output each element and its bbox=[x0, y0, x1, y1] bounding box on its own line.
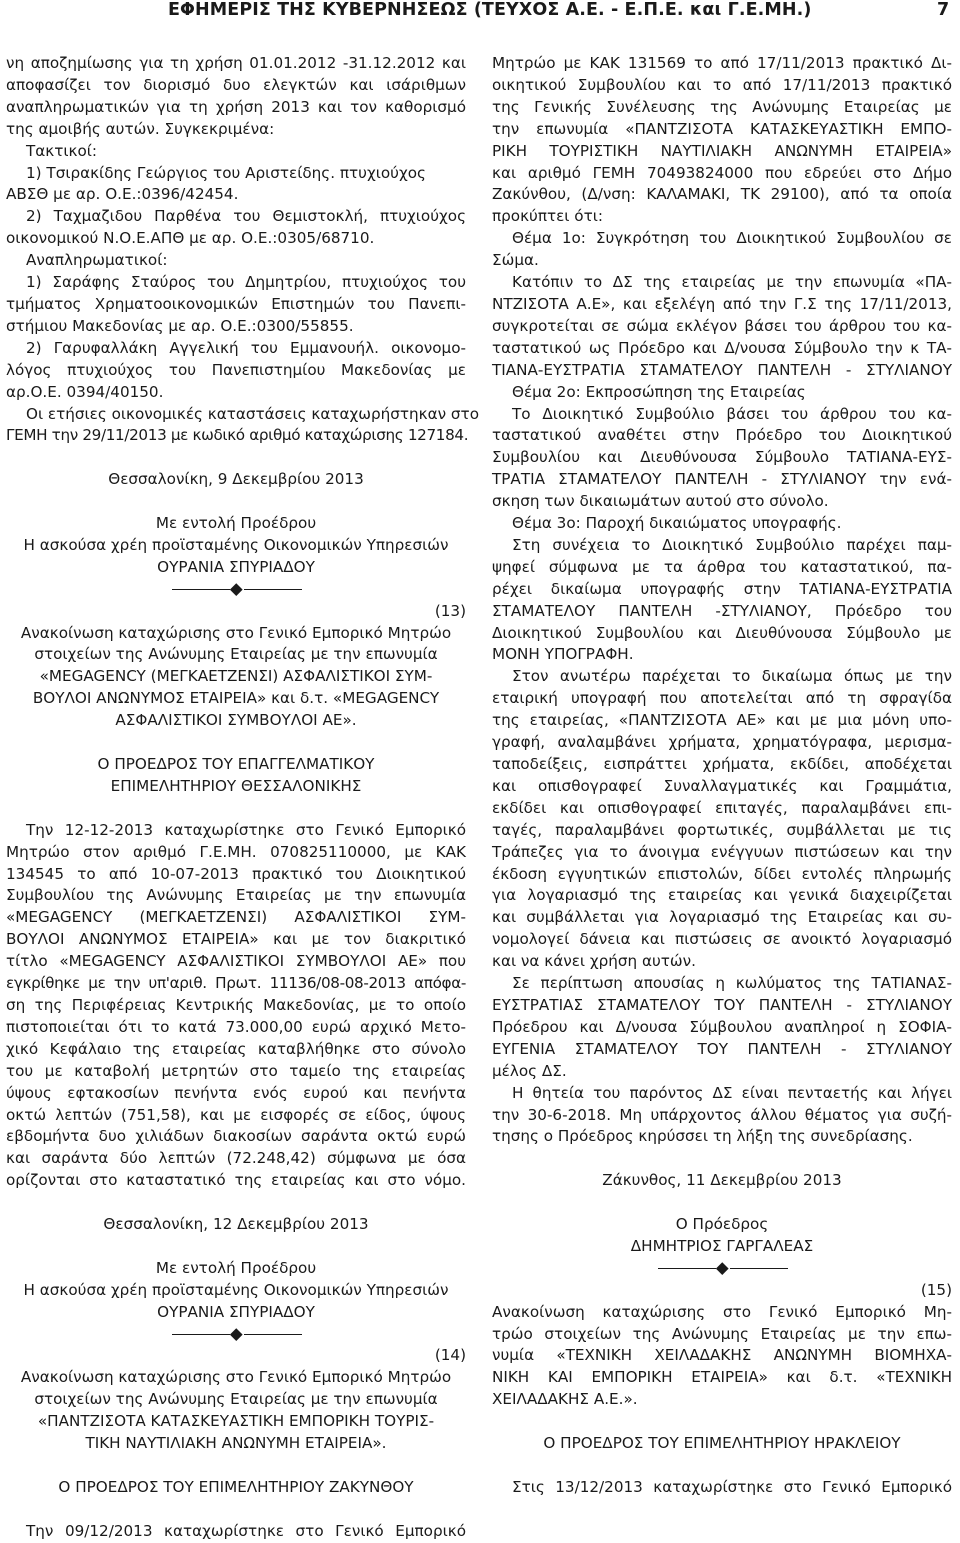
blank-line bbox=[492, 1192, 952, 1214]
text-line: 2) Ταχμαζιδου Παρθένα του Θεμιστοκλή, πτυχιούχος bbox=[26, 207, 466, 226]
text-line: νομολογεί δάνεια και πιστώσεις σε ανοικτό λογαριασμό bbox=[492, 930, 952, 949]
text-line: Θέμα 3ο: Παροχή δικαιώματος υπογραφής. bbox=[512, 514, 842, 533]
text-line: 1) Σαράφης Σταύρος του Δημητρίου, πτυχιούχος του bbox=[26, 273, 466, 292]
right-column bbox=[492, 53, 952, 1499]
separator-line bbox=[244, 1334, 302, 1336]
separator-line bbox=[244, 589, 302, 591]
text-line: ψηφεί σύμφωνα με τα άρθρα του καταστατικού, πα- bbox=[492, 557, 952, 576]
text-line: Συμβουλίου της Ανώνυμης Εταιρείας με την επωνυμία bbox=[6, 886, 466, 905]
blank-line bbox=[6, 1192, 466, 1214]
text-line: την επωνυμία «ΠΑΝΤΖΙΣΟΤΑ ΚΑΤΑΣΚΕΥΑΣΤΙΚΗ ΕΜΠΟ- bbox=[492, 119, 952, 138]
text-line: νυμία «ΤΕΧΝΙΚΗ ΧΕΙΛΑΔΑΚΗΣ ΑΝΩΝΥΜΗ ΒΙΟΜΗΧΑ- bbox=[492, 1346, 952, 1365]
text-line: «MEGAGENCY (ΜΕΓΚΑΕΤΖΕΝΣΙ) ΑΣΦΑΛΙΣΤΙΚΟΙ ΣΥΜ- bbox=[6, 908, 466, 927]
separator-diamond-icon bbox=[716, 1263, 728, 1275]
text-line: Η ασκούσα χρέη προϊσταμένης Οικονομικών Υπηρεσιών bbox=[23, 535, 449, 554]
separator-diamond-icon bbox=[230, 583, 242, 595]
text-line: ΟΥΡΑΝΙΑ ΣΠΥΡΙΑΔΟΥ bbox=[157, 1302, 315, 1321]
text-line: αναπληρωματικών για τη χρήση 2013 και τον καθορισμό bbox=[6, 97, 466, 116]
text-line: ΕΠΙΜΕΛΗΤΗΡΙΟΥ ΘΕΣΣΑΛΟΝΙΚΗΣ bbox=[110, 776, 362, 795]
text-line: Ζακύνθου, (Δ/νση: ΚΑΛΑΜΑΚΙ, ΤΚ 29100), από τα οποία bbox=[492, 185, 952, 204]
text-line: εκδίδει και οπισθογραφεί επιταγές, παραλαμβάνει επι- bbox=[492, 798, 952, 817]
text-line: πιστοποιείται ότι το κατά 73.000,00 ευρώ αρχικό Μετο- bbox=[6, 1017, 466, 1036]
text-line: τίτλο «MEGAGENCY ΑΣΦΑΛΙΣΤΙΚΟΙ ΣΥΜΒΟΥΛΟΙ ΑΕ» που bbox=[6, 952, 466, 971]
text-line: τμήματος Χρηματοοικονομικών Επιστημών του Πανεπι- bbox=[6, 294, 466, 313]
text-line: Την 09/12/2013 καταχωρίστηκε στο Γενικό Εμπορικό bbox=[26, 1521, 466, 1540]
text-line: Θέμα 1ο: Συγκρότηση του Διοικητικού Συμβουλίου σε bbox=[512, 229, 952, 248]
text-line: ΒΟΥΛΟΙ ΑΝΩΝΥΜΟΣ ΕΤΑΙΡΕΙΑ» και δ.τ. «MEGAGENCY bbox=[32, 689, 440, 708]
page-number: 7 bbox=[937, 0, 950, 20]
text-line: ΡΙΚΗ ΤΟΥΡΙΣΤΙΚΗ ΝΑΥΤΙΛΙΑΚΗ ΑΝΩΝΥΜΗ ΕΤΑΙΡΕΙΑ» bbox=[492, 141, 952, 160]
blank-line bbox=[6, 447, 466, 469]
text-line: Ο ΠΡΟΕΔΡΟΣ ΤΟΥ ΕΠΑΓΓΕΛΜΑΤΙΚΟΥ bbox=[97, 755, 375, 773]
text-line: και οπισθογραφεί Συναλλαγματικές και Γραμμάτια, bbox=[492, 776, 952, 795]
text-line: (15) bbox=[920, 1280, 952, 1299]
text-line: της αμοιβής αυτών. Συγκεκριμένα: bbox=[6, 119, 275, 138]
text-line: Με εντολή Προέδρου bbox=[155, 1258, 317, 1277]
text-line: ΧΕΙΛΑΔΑΚΗΣ Α.Ε.». bbox=[492, 1390, 638, 1409]
text-line: ΔΗΜΗΤΡΙΟΣ ΓΑΡΓΑΛΕΑΣ bbox=[630, 1236, 814, 1255]
text-line: ρέχει δικαίωμα υπογραφής στην ΤΑΤΙΑΝΑ-ΕΥΣΤΡΑΤΙΑ bbox=[492, 579, 952, 598]
blank-line bbox=[492, 1411, 952, 1433]
text-line: έκδοση εγγυητικών επιστολών, δίδει εντολές πληρωμής bbox=[492, 864, 952, 883]
blank-line bbox=[492, 1455, 952, 1477]
text-line: ταποδείξεις, εισπράττει χρήματα, εκδίδει, αποδέχεται bbox=[492, 755, 952, 773]
text-line: Ανακοίνωση καταχώρισης στο Γενικό Εμπορικό Μητρώο bbox=[20, 623, 452, 642]
text-line: Διοικητικού Συμβουλίου και Διευθύνουσα Σύμβουλο με bbox=[492, 623, 952, 642]
text-line: Η θητεία του παρόντος ΔΣ είναι πενταετής και λήγει bbox=[512, 1083, 952, 1102]
text-line: εγκρίθηκε με την υπ'αριθ. Πρωτ. 11136/08-08-2013 απόφα- bbox=[6, 974, 466, 993]
text-line: Οι ετήσιες οικονομικές καταστάσεις καταχωρήστηκαν στο bbox=[26, 404, 479, 423]
text-line: ΤΙΚΗ ΝΑΥΤΙΛΙΑΚΗ ΑΝΩΝΥΜΗ ΕΤΑΙΡΕΙΑ». bbox=[85, 1434, 387, 1453]
text-line: Στις 13/12/2013 καταχωρίστηκε στο Γενικό Εμπορικό bbox=[512, 1477, 952, 1496]
text-line: ΤΡΑΤΙΑ ΣΤΑΜΑΤΕΛΟΥ ΠΑΝΤΕΛΗ - ΣΤΥΛΙΑΝΟΥ την ενά- bbox=[492, 470, 952, 489]
blank-line bbox=[6, 732, 466, 754]
text-line: Ο ΠΡΟΕΔΡΟΣ ΤΟΥ ΕΠΙΜΕΛΗΤΗΡΙΟΥ ΗΡΑΚΛΕΙΟΥ bbox=[543, 1434, 901, 1453]
text-line: Ο Πρόεδρος bbox=[675, 1215, 769, 1234]
text-line: ταστατικού ως Πρόεδρο και Δ/νουσα Σύμβουλο την κ ΤΑ- bbox=[492, 338, 952, 357]
text-line: (14) bbox=[434, 1346, 466, 1365]
text-line: οικονομικού Ν.Ο.Ε.ΑΠΘ με αρ. Ο.Ε.:0305/68710. bbox=[6, 229, 375, 248]
text-line: εβδομήντα δυο χιλιάδων διακοσίων σαράντα οκτώ ευρώ bbox=[6, 1127, 466, 1146]
text-line: της Γενικής Συνέλευσης της Ανώνυμης Εταιρείας με bbox=[492, 97, 952, 116]
text-line: τησης ο Πρόεδρος κηρύσσει τη λήξη της συνεδρίασης. bbox=[492, 1127, 913, 1146]
text-line: ΑΣΦΑΛΙΣΤΙΚΟΙ ΣΥΜΒΟΥΛΟΙ ΑΕ». bbox=[115, 711, 357, 730]
text-line: ΣΤΑΜΑΤΕΛΟΥ ΠΑΝΤΕΛΗ -ΣΤΥΛΙΑΝΟΥ, Πρόεδρο του bbox=[492, 601, 952, 620]
section-separator bbox=[492, 1258, 952, 1280]
text-line: «ΠΑΝΤΖΙΣΟΤΑ ΚΑΤΑΣΚΕΥΑΣΤΙΚΗ ΕΜΠΟΡΙΚΗ ΤΟΥΡΙΣ- bbox=[37, 1412, 435, 1431]
text-line: Τράπεζες για το άνοιγμα ενέγγυων πιστώσεων και την bbox=[492, 842, 952, 861]
text-line: οκτώ λεπτών (751,58), και με εισφορές σε είδος, ύψους bbox=[6, 1105, 466, 1124]
text-line: χικό Κεφάλαιο της εταιρείας καταβλήθηκε στο σύνολο bbox=[6, 1039, 466, 1058]
text-line: Ανακοίνωση καταχώρισης στο Γενικό Εμπορικό Μη- bbox=[492, 1302, 952, 1321]
text-line: Η ασκούσα χρέη προϊσταμένης Οικονομικών Υπηρεσιών bbox=[23, 1280, 449, 1299]
text-line: τρώο στοιχείων της Ανώνυμης Εταιρείας με την επω- bbox=[492, 1324, 952, 1343]
text-line: και σαράντα δύο λεπτών (72.248,42) σύμφωνα με όσα bbox=[6, 1149, 466, 1168]
text-line: και συμβάλλεται για λογαριασμό της Εταιρείας και συ- bbox=[492, 908, 952, 927]
text-line: Την 12-12-2013 καταχωρίστηκε στο Γενικό Εμπορικό bbox=[26, 820, 466, 839]
text-line: Ανακοίνωση καταχώρισης στο Γενικό Εμπορικό Μητρώο bbox=[20, 1368, 452, 1387]
text-line: ΝΙΚΗ ΚΑΙ ΕΜΠΟΡΙΚΗ ΕΤΑΙΡΕΙΑ» και δ.τ. «ΤΕΧΝΙΚΗ bbox=[492, 1368, 952, 1387]
text-line: Μητρώο με ΚΑΚ 131569 το από 17/11/2013 πρακτικό Δι- bbox=[492, 54, 952, 72]
blank-line bbox=[6, 1455, 466, 1477]
text-line: οικητικού Συμβουλίου και το από 17/11/2013 πρακτικό bbox=[492, 75, 952, 94]
text-line: στοιχείων της Ανώνυμης Εταιρείας με την επωνυμία bbox=[34, 645, 438, 664]
text-line: Συμβουλίου και Διευθύνουσα Σύμβουλο ΤΑΤΙΑΝΑ-ΕΥΣ- bbox=[492, 448, 952, 467]
text-line: συγκροτείται σε σώμα εκλέγον βάσει του άρθρου του κα- bbox=[492, 316, 952, 335]
blank-line bbox=[6, 491, 466, 513]
text-line: 2) Γαρυφαλλάκη Αγγελική του Εμμανουήλ. οικονομο- bbox=[26, 338, 466, 357]
text-line: και αριθμό ΓΕΜΗ 70493824000 που εδρεύει στο Δήμο bbox=[492, 163, 952, 182]
blank-line bbox=[492, 1148, 952, 1170]
text-line: «MEGAGENCY (ΜΕΓΚΑΕΤΖΕΝΣΙ) ΑΣΦΑΛΙΣΤΙΚΟΙ ΣΥΜ- bbox=[39, 667, 433, 686]
text-line: Μητρώο στον αριθμό Γ.Ε.ΜΗ. 070825110000, με ΚΑΚ bbox=[6, 842, 466, 861]
text-line: γραφή, αναλαμβάνει χρήματα, χρηματόγραφα, μερισμα- bbox=[492, 733, 952, 752]
blank-line bbox=[6, 798, 466, 820]
gazette-title: ΕΦΗΜΕΡΙΣ ΤΗΣ ΚΥΒΕΡΝΗΣΕΩΣ (ΤΕΥΧΟΣ Α.Ε. - Ε.Π.Ε. και Γ.Ε.ΜΗ.) bbox=[168, 0, 812, 20]
text-line: και να κάνει χρήση αυτών. bbox=[492, 952, 696, 971]
text-line: Με εντολή Προέδρου bbox=[155, 514, 317, 533]
text-line: του με καταβολή μετρητών στο ταμείο της εταιρείας bbox=[6, 1061, 466, 1080]
text-line: Σε περίπτωση απουσίας η κωλύματος της ΤΑΤΙΑΝΑΣ- bbox=[512, 974, 952, 993]
text-line: Θεσσαλονίκη, 9 Δεκεμβρίου 2013 bbox=[108, 470, 364, 489]
text-line: ΝΤΖΙΣΟΤΑ Α.Ε», και εξελέγη από την Γ.Σ της 17/11/2013, bbox=[492, 294, 952, 313]
separator-line bbox=[172, 1334, 230, 1336]
text-line: για λογαριασμό της εταιρείας και γενικά διαχειρίζεται bbox=[492, 886, 952, 905]
text-line: την 30-6-2018. Μη υπάρχοντος άλλου θέματος για συζή- bbox=[492, 1105, 952, 1124]
text-line: 134545 το από 10-07-2013 πρακτικό του Διοικητικού bbox=[6, 864, 466, 883]
text-line: Αναπληρωματικοί: bbox=[26, 251, 168, 270]
text-line: εταιρική υπογραφή που αποτελείται από τη σφραγίδα bbox=[492, 689, 952, 708]
text-line: ορίζονται στο καταστατικό της εταιρείας και στο νόμο. bbox=[6, 1171, 466, 1190]
text-line: 1) Τσιρακίδης Γεώργιος του Αριστείδης. πτυχιούχος bbox=[26, 163, 426, 182]
text-line: ΟΥΡΑΝΙΑ ΣΠΥΡΙΑΔΟΥ bbox=[157, 557, 315, 576]
text-line: προκύπτει ότι: bbox=[492, 207, 603, 226]
text-line: αποφασίζει τον διορισμό δυο ελεγκτών και ισάριθμων bbox=[6, 75, 466, 94]
text-line: στοιχείων της Ανώνυμης Εταιρείας με την επωνυμία bbox=[34, 1390, 438, 1409]
text-line: Θέμα 2ο: Εκπροσώπηση της Εταιρείας bbox=[512, 382, 806, 401]
text-line: Τακτικοί: bbox=[26, 141, 98, 160]
text-line: Σώμα. bbox=[492, 251, 539, 270]
text-line: μέλος ΔΣ. bbox=[492, 1061, 567, 1080]
text-line: Θεσσαλονίκη, 12 Δεκεμβρίου 2013 bbox=[103, 1215, 369, 1234]
text-line: σκηση των δικαιωμάτων αυτού στο σύνολο. bbox=[492, 492, 829, 511]
text-line: Στη συνέχεια το Διοικητικό Συμβούλιο παρέχει παμ- bbox=[512, 535, 952, 554]
text-line: αρ.Ο.Ε. 0394/40150. bbox=[6, 382, 164, 401]
section-separator bbox=[6, 579, 466, 601]
separator-line bbox=[172, 589, 230, 591]
text-line: ΜΟΝΗ ΥΠΟΓΡΑΦΗ. bbox=[492, 645, 634, 664]
text-line: Το Διοικητικό Συμβούλιο βάσει του άρθρου του κα- bbox=[512, 404, 952, 423]
text-line: ύψους εφτακοσίων πενήντα ενός ευρού και πενήντα bbox=[6, 1083, 466, 1102]
text-line: νη αποζημίωσης για τη χρήση 01.01.2012 -31.12.2012 και bbox=[6, 54, 466, 72]
text-line: της εταιρείας, «ΠΑΝΤΖΙΣΟΤΑ ΑΕ» και με μια μόνη υπο- bbox=[492, 711, 952, 730]
text-line: στήμιου Μακεδονίας με αρ. Ο.Ε.:0300/55855. bbox=[6, 316, 354, 335]
text-line: ση της Περιφέρειας Κεντρικής Μακεδονίας, με το οποίο bbox=[6, 995, 466, 1014]
separator-diamond-icon bbox=[230, 1328, 242, 1340]
text-line: ΕΥΓΕΝΙΑ ΣΤΑΜΑΤΕΛΟΥ ΤΟΥ ΠΑΝΤΕΛΗ - ΣΤΥΛΙΑΝΟΥ bbox=[492, 1039, 952, 1058]
separator-line bbox=[658, 1268, 716, 1270]
blank-line bbox=[6, 1499, 466, 1521]
separator-line bbox=[730, 1268, 788, 1270]
text-line: λόγος πτυχιούχος του Πανεπιστημίου Μακεδονίας με bbox=[6, 360, 466, 379]
text-line: Κατόπιν το ΔΣ της εταιρείας με την επωνυμία «ΠΑ- bbox=[512, 273, 952, 292]
text-line: ΑΒΣΘ με αρ. Ο.Ε.:0396/42454. bbox=[6, 185, 239, 204]
blank-line bbox=[6, 1236, 466, 1258]
text-line: ΒΟΥΛΟΙ ΑΝΩΝΥΜΟΣ ΕΤΑΙΡΕΙΑ» και με τον διακριτικό bbox=[6, 930, 466, 949]
text-line: ταγές, παραλαμβάνει φορτωτικές, συμβάλλεται με τις bbox=[492, 820, 952, 839]
section-separator bbox=[6, 1324, 466, 1346]
text-line: Ο ΠΡΟΕΔΡΟΣ ΤΟΥ ΕΠΙΜΕΛΗΤΗΡΙΟΥ ΖΑΚΥΝΘΟΥ bbox=[58, 1477, 414, 1496]
text-line: Στον ανωτέρω παρέχεται το δικαίωμα όπως με την bbox=[512, 667, 952, 686]
text-line: ΕΥΣΤΡΑΤΙΑΣ ΣΤΑΜΑΤΕΛΟΥ ΤΟΥ ΠΑΝΤΕΛΗ - ΣΤΥΛΙΑΝΟΥ bbox=[492, 995, 952, 1014]
text-line: Πρόεδρου και Δ/νουσα Σύμβουλου αναπληροί η ΣΟΦΙΑ- bbox=[492, 1017, 952, 1036]
text-line: ταστατικού αναθέτει στην Πρόεδρο του Διοικητικού bbox=[492, 426, 952, 445]
page-header bbox=[0, 0, 960, 26]
text-line: Ζάκυνθος, 11 Δεκεμβρίου 2013 bbox=[602, 1171, 842, 1190]
left-column bbox=[6, 53, 479, 1543]
text-line: ΤΙΑΝΑ-ΕΥΣΤΡΑΤΙΑ ΣΤΑΜΑΤΕΛΟΥ ΠΑΝΤΕΛΗ - ΣΤΥΛΙΑΝΟΥ bbox=[492, 360, 952, 379]
text-line: (13) bbox=[434, 601, 466, 620]
text-line: ΓΕΜΗ την 29/11/2013 με κωδικό αριθμό καταχώρισης 127184. bbox=[6, 426, 469, 445]
